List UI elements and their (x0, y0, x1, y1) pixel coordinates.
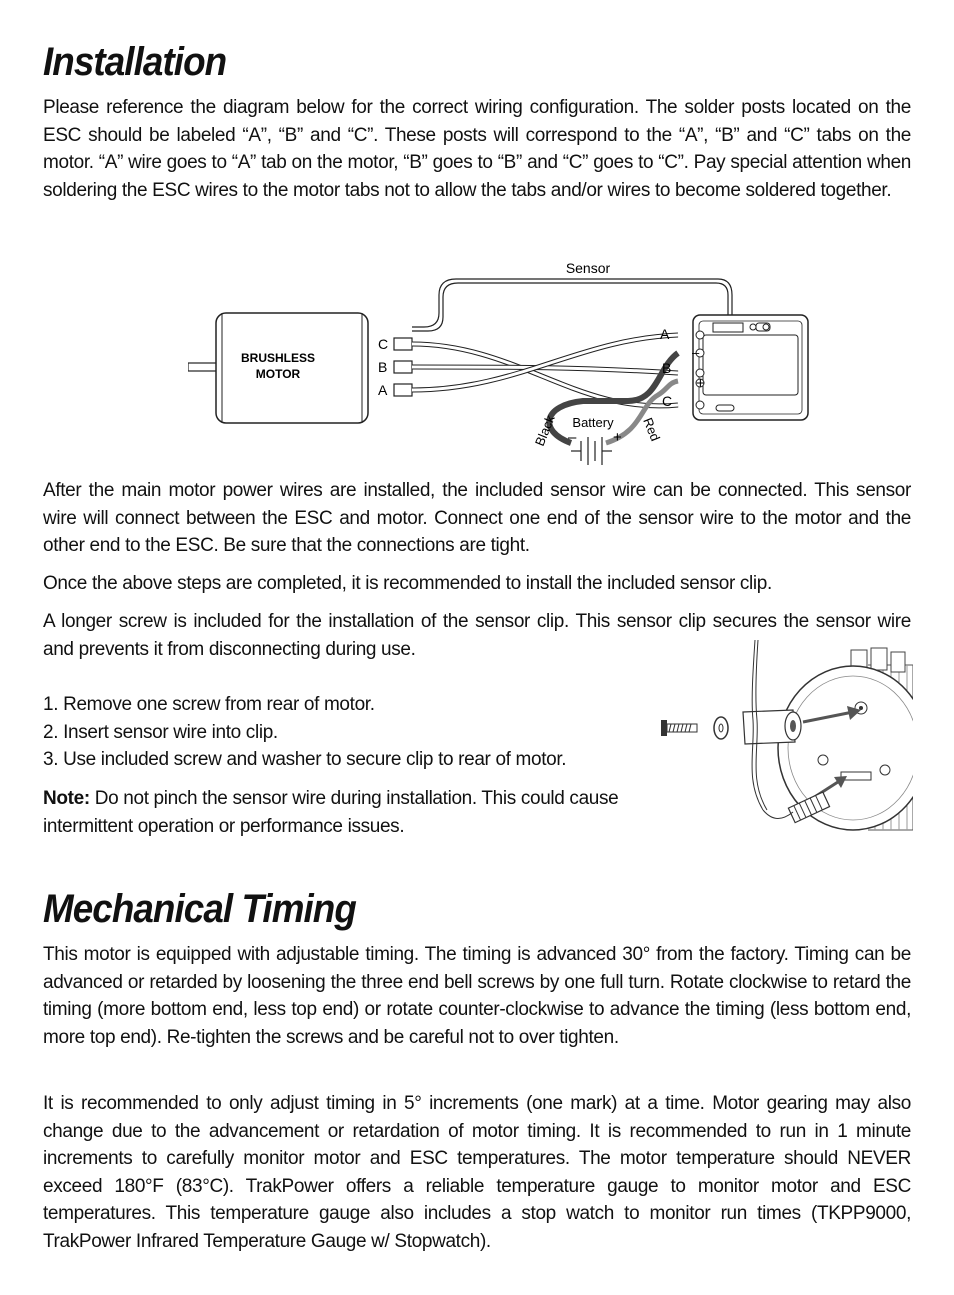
step-1: 1. Remove one screw from rear of motor. (43, 694, 375, 715)
motor-tab-a (394, 384, 412, 396)
esc-post-b-label: B (662, 360, 672, 376)
timing-paragraph-1: This motor is equipped with adjustable timing. The timing is advanced 30° from the factory. Timing can be advanced or retarded by loosening the three end bell screws by one full turn. Rotate clockwise to retard the timing (more bottom end, less top end) or rotate counter-clockwise to advance the timing (less bottom end, more top end). Re-tighten the screws and be careful not to over tighten. (43, 944, 911, 1048)
step-2: 2. Insert sensor wire into clip. (43, 721, 278, 743)
red-label: Red (640, 415, 664, 444)
esc-body (693, 315, 808, 420)
motor-tab-c-label: C (378, 336, 389, 352)
esc-post-c-label: C (662, 393, 673, 409)
esc-post-a-label: A (660, 326, 670, 342)
note-block (43, 785, 653, 840)
black-label: Black (531, 413, 558, 449)
battery-plus: + (613, 429, 622, 446)
installation-heading: Installation (43, 40, 227, 84)
note-text: Do not pinch the sensor wire during installation. This could cause intermittent operation or performance issues. (43, 788, 619, 837)
motor-label-1: BRUSHLESS (240, 351, 316, 365)
motor-tab-b (394, 361, 412, 373)
mechanical-timing-heading: Mechanical Timing (43, 887, 356, 931)
wire-a (412, 335, 678, 390)
wiring-diagram (188, 255, 828, 470)
steps-list (43, 691, 653, 774)
note-label: Note: (43, 788, 90, 809)
clip-paragraph: Once the above steps are completed, it is recommended to install the included sensor clip. (43, 573, 772, 594)
step-3: 3. Use included screw and washer to secure clip to rear of motor. (43, 749, 567, 770)
motor-tab-a-label: A (378, 382, 388, 398)
screw-paragraph: A longer screw is included for the installation of the sensor clip. This sensor clip secures the sensor wire and prevents it from disconnecting during use. (43, 611, 911, 660)
motor-label-2: MOTOR (255, 367, 301, 381)
sensor-cable (412, 283, 728, 331)
sensor-paragraph: After the main motor power wires are installed, the included sensor wire can be connected. This sensor wire will connect between the ESC and motor. Connect one end of the sensor wire to the motor and the other end to the ESC. Be sure that the connections are tight. (43, 480, 911, 556)
battery-label: Battery (572, 415, 614, 430)
esc-minus-label: – (692, 345, 700, 360)
sensor-clip (743, 710, 801, 744)
sensor-label: Sensor (565, 260, 611, 276)
esc-plus-label: + (696, 375, 705, 392)
installation-intro: Please reference the diagram below for the correct wiring configuration. The solder posts located on the ESC should be labeled “A”, “B” and “C”. These posts will correspond to the “A”, “B” and “C” tabs on the motor. “A” wire goes to “A” tab on the motor, “B” goes to “B” and “C” goes to “C”. Pay special attention when soldering the ESC wires to the motor tabs not to allow the tabs and/or wires to become soldered together. (43, 97, 911, 201)
motor-tab-b-label: B (378, 359, 388, 375)
battery-minus: – (568, 429, 577, 446)
motor-tab-c (394, 338, 412, 350)
esc-sensor-port (713, 323, 743, 332)
timing-paragraph-2: It is recommended to only adjust timing in 5° increments (one mark) at a time. Motor gearing may also change due to the advancement or retardation of motor timing. It is recommended to run in 1 minute increments to carefully monitor motor and ESC temperatures. The motor temperature should NEVER exceed 180°F (83°C). TrakPower offers a reliable temperature gauge to monitor motor and ESC temperatures. This temperature gauge also includes a stop watch to monitor run times (TKPP9000, TrakPower Infrared Temperature Gauge w/ Stopwatch). (43, 1093, 911, 1252)
screw (661, 720, 697, 736)
sensor-clip-illustration (613, 640, 913, 835)
motor-shaft (188, 363, 218, 371)
